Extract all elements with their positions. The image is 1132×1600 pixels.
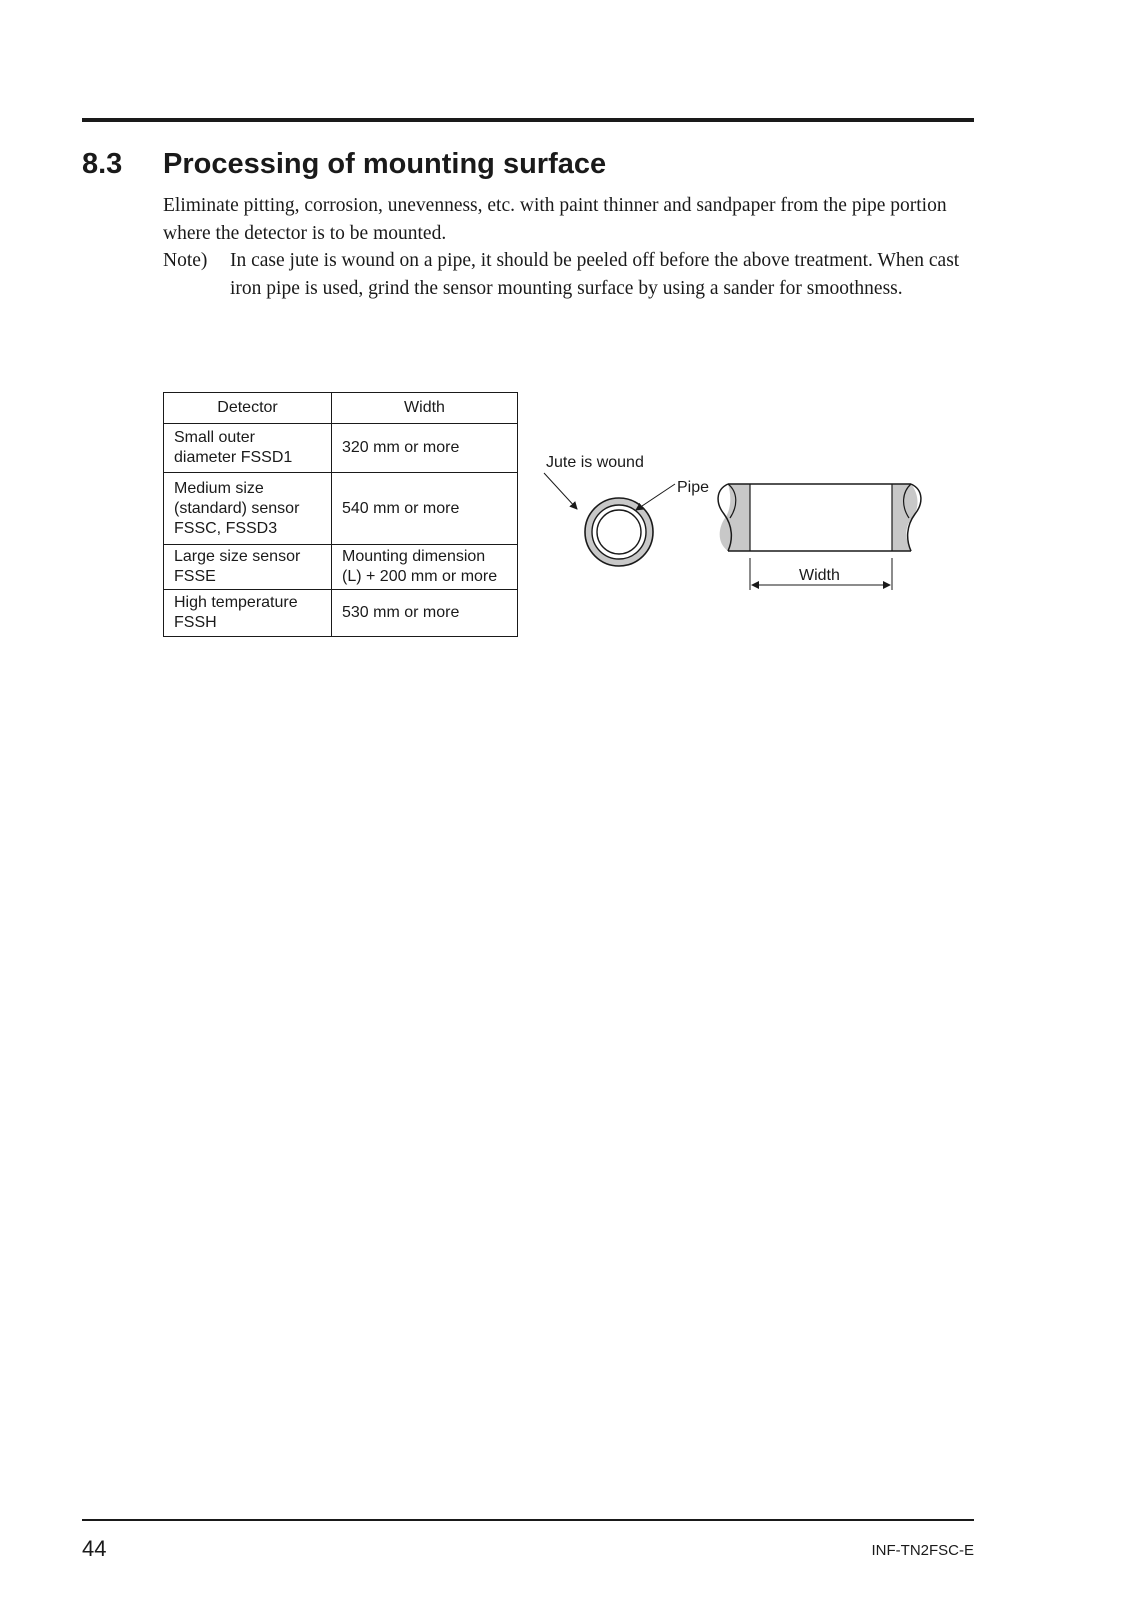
cell-line: FSSH [174,614,217,631]
cell-line: 320 mm or more [342,439,460,456]
pipe-leader-arrow [636,484,675,510]
width-dimension [750,558,892,590]
pipe-cross-section [585,498,653,566]
cell-line: High temperature [174,594,298,611]
section-body [163,192,963,302]
detector-cell [164,590,332,637]
table-row [164,590,518,637]
section-title: Processing of mounting surface [163,148,607,180]
jute-label: Jute is wound [546,454,644,471]
table-header-row [164,393,518,424]
table-row [164,473,518,545]
page-number: 44 [82,1536,107,1561]
width-cell [332,473,518,545]
cell-line: Medium size [174,479,264,497]
pipe-wall-inner [597,510,641,554]
cell-line: 540 mm or more [342,499,460,517]
note-text: In case jute is wound on a pipe, it should be peeled off before the above treatment. When cast iron pipe is used, grind the sensor mounting surface by using a sander for smoothness. [230,250,960,299]
pipe-figure [530,440,970,610]
cell-line: Large size sensor [174,548,301,565]
width-cell [332,590,518,637]
document-code: INF-TN2FSC-E [871,1542,974,1559]
detector-cell [164,424,332,473]
cell-line: FSSC, FSSD3 [174,519,278,537]
width-table [163,392,518,637]
pipe-label: Pipe [677,479,710,496]
note [163,247,963,302]
table-row [164,545,518,590]
width-label: Width [799,567,840,584]
cell-line: FSSE [174,568,216,585]
bottom-rule [82,1519,974,1521]
header-width: Width [332,393,518,424]
cell-line: (standard) sensor [174,499,300,517]
intro-paragraph: Eliminate pitting, corrosion, unevenness, etc. with paint thinner and sandpaper from the pipe portion where the detector is to be mounted. [163,195,947,244]
table-row [164,424,518,473]
width-cell [332,545,518,590]
cell-line: Mounting dimension [342,548,486,565]
header-detector: Detector [164,393,332,424]
jute-leader-arrow [544,473,577,509]
cell-line: 530 mm or more [342,604,460,621]
cell-line: diameter FSSD1 [174,449,293,466]
width-cell [332,424,518,473]
cell-line: (L) + 200 mm or more [342,568,498,585]
top-rule [82,118,974,122]
detector-cell [164,545,332,590]
note-label: Note) [163,250,208,271]
pipe-side-view [718,484,921,551]
section-number: 8.3 [82,148,123,180]
cell-line: Small outer [174,429,255,446]
detector-cell [164,473,332,545]
